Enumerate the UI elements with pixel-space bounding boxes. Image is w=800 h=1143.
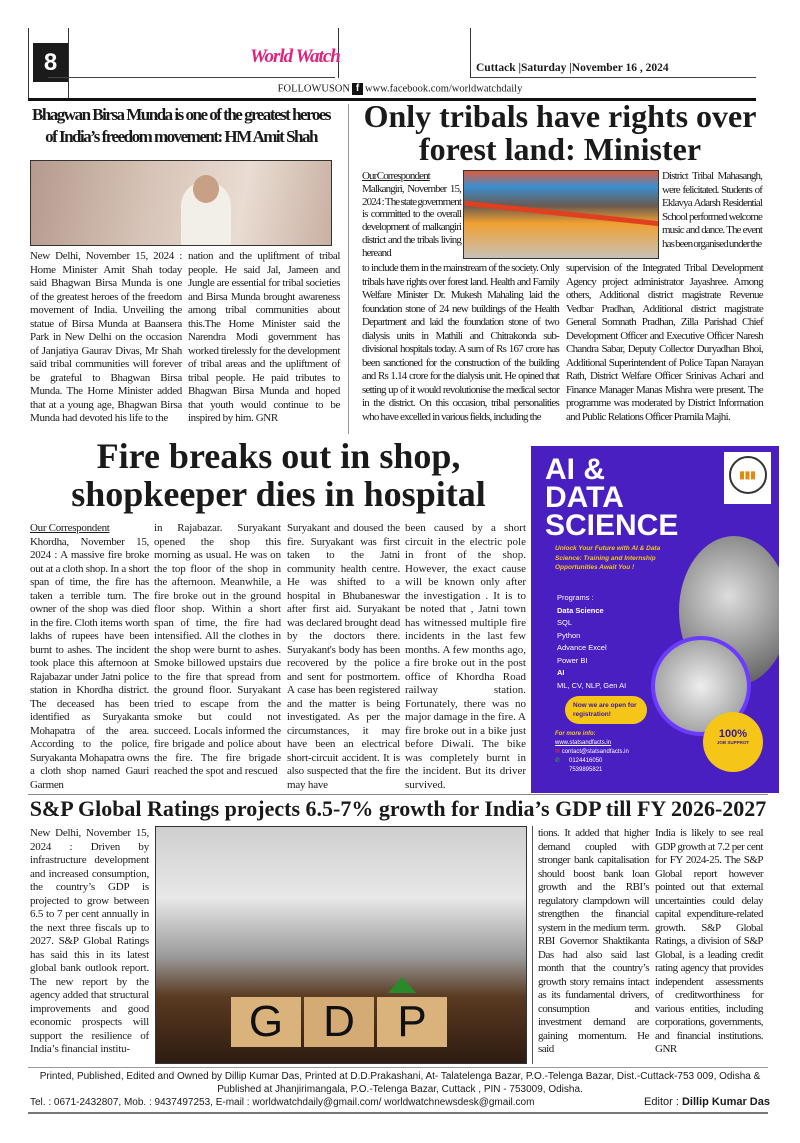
ad-title-line: DATA (545, 481, 624, 514)
byline: Our Correspondent (362, 170, 430, 182)
page-number: 8 (33, 43, 68, 82)
footer-contact: Tel. : 0671-2432807, Mob. : 9437497253, E-mail : worldwatchdaily@gmail.com/ worldwatchnewsdesk@gmail.com (30, 1097, 535, 1108)
rule (48, 77, 335, 78)
mail-icon: ✉ (555, 749, 561, 755)
program-item: ML, CV, NLP, Gen AI (557, 680, 627, 690)
program-item: Python (557, 630, 581, 640)
bar-chart-icon: ▮▮▮ (729, 456, 767, 494)
gdp-block: G (231, 997, 301, 1047)
tribal-part-1: Malkangiri, November 15, 2024 : The state government is committed to the overall development of malkangiri district and the tribals living here and (362, 182, 461, 259)
sp-column-3: India is likely to see real GDP growth at 7.2 per cent for FY 2024-25. The S&P Global report however pointed out that external uncertainties could delay capital expenditure-related growth. S&P Global Ratings, a division of S&P Global, is a leading credit rating agency that provides independent assessments of creditworthiness for various entities, including corporations, governments, and financial institutions. GNR (655, 827, 763, 1055)
gdp-blocks-photo (155, 826, 527, 1064)
fire-column-1-text: Khordha, November 15, 2024 : A massive fire broke out at a cloth shop. In a short span of time, the fire has taken a terrible turn. The owner of the shop was died in the fire. Cloth items worth lakhs of rupees have been burnt to ashes. The incident took place this afternoon at Rajabazar under Jatni police station in Khordha district. The deceased has been identified as Suryakanta Mohapatra of the area. According to the police, Suryakanta Mohapatra owns a cloth shop named Gauri Garmen (30, 535, 149, 791)
tribal-part-4: supervision of the Integrated Tribal Development Agency project administrator Jayashree. Among others, Additional district magistrate Revenue Vedbar Pradhan, Additional district magistrate General Somnath Pradhan, Zilla Parishad Chief Development Officer and Executive Officer Naresh Chandra Sabar, Deputy Collector Duryadhan Bhoi, Additional Superintendent of Police Tapan Narayan Rath, District Welfare Officer Srinivas Achari and Finance Manager Manas Mishra were present. The programme was moderated by District Information and Public Relations Officer Pramila Majhi. (566, 262, 763, 423)
editor-name: Dillip Kumar Das (681, 1096, 770, 1108)
logo: World Watch (250, 46, 340, 67)
rule (28, 1112, 768, 1114)
rule (532, 826, 533, 1064)
program-item: SQL (557, 618, 573, 627)
gdp-block: D (304, 997, 374, 1047)
more-info-label: For more info: (555, 731, 596, 737)
sp-column-2: tions. It added that higher demand coupled with stronger bank capitalisation should boost bank loan growth and the RBI’s regulatory clampdown will strengthen the financial system in the medium term. RBI Governor Shaktikanta Das had also said last month that the country’s growth story remains intact as its fundamental drivers, consumption and investment demand are gaining momentum. He said (538, 827, 649, 1055)
tribal-headline: Only tribals have rights over forest land: Minister (363, 98, 757, 167)
fire-column-2: in Rajabazar. Suryakant opened the shop this morning as usual. He was on the top floor of the shop in the afternoon. Meanwhile, a fire broke out in the ground floor shop. Within a short span of time, the fire had intensified. All the clothes in the shop were burnt to ashes. Smoke billowed upstairs due to the fire that spread from the ground floor. Suryakant tried to escape from the smoke but could not succeed. Locals informed the fire brigade and police about the fire. The fire brigade reached the spot and rescued (154, 522, 281, 777)
editor-label: Editor : (644, 1096, 679, 1108)
ad-email[interactable]: contact@statsandfacts.in (561, 749, 629, 755)
amit-shah-photo (30, 160, 332, 246)
tribal-part-2: to include them in the mainstream of the society. Only tribals have rights over forest land. Health and Family Welfare Minister Dr. Mukesh Mahaling laid the foundation stone of 24 new buildings of the Health Department and laid the foundation stone of two dialysis units in Mathili and Chitrakonda sub-divisional hospitals today. A sum of Rs 167 crore has been sanctioned for the construction of the building and Rs 1.14 crore for the dialysis unit. He opined that setting up of it would revolutionise the medical sector in the district. On this occasion, tribal personalities who have excelled in various fields, including the (362, 262, 559, 423)
arrow-up-icon (388, 977, 416, 993)
ribbon (464, 201, 659, 226)
rule (470, 77, 756, 78)
program-item: Power BI (557, 655, 588, 665)
ad-title-line: SCIENCE (545, 509, 679, 542)
ad-title (545, 453, 679, 542)
programs-list (557, 592, 626, 692)
byline: Our Correspondent (30, 522, 110, 534)
footer-editor (600, 1096, 770, 1108)
ad-phone: 7539895821 (569, 767, 603, 773)
statsfacts-logo (724, 452, 771, 504)
footer-line-2: Published at Jhanjirimangala, P.O.-Telenga Bazar, Cuttack , PIN - 753009, Odisha. (217, 1084, 583, 1095)
ribbon-cutting-photo (463, 170, 659, 259)
ad-title-line: AI & (545, 453, 605, 486)
birsa-headline: Bhagwan Birsa Munda is one of the greatest heroes of India’s freedom movement: HM Amit Shah (32, 105, 330, 146)
sp-headline: S&P Global Ratings projects 6.5-7% growth for India’s GDP till FY 2026-2027 (29, 796, 767, 821)
speaker-head (193, 175, 219, 203)
sp-column-1: New Delhi, November 15, 2024 : Driven by infrastructure development and increased consumption, the country’s GDP is projected to grow between 6.5 to 7 per cent annually in the next three fiscals up to 2027. S&P Global Ratings has said this in its latest global bank outlook report. The new report by the agency added that structural improvements and good economic prospects will support the resilience of India’s financial institu- (30, 827, 149, 1055)
dateline: Cuttack |Saturday |November 16 , 2024 (476, 62, 669, 74)
follow-label: FOLLOWUSON (277, 83, 350, 95)
follow-us (0, 83, 800, 95)
rule (348, 104, 349, 434)
rule (470, 28, 471, 78)
ad-tagline: Unlock Your Future with AI & Data Science: Training and Internship Opportunities Await You ! (555, 545, 661, 571)
ad-phone: 0124416050 (569, 758, 603, 764)
program-item: AI (557, 668, 565, 677)
footer-line-1: Printed, Published, Edited and Owned by Dillip Kumar Das, Printed at D.D.Prakashani, At- Talatelenga Bazar, P.O.-Telenga Bazar, Dist.-Cuttack-753 009, Odisha & (39, 1071, 761, 1082)
ai-data-science-ad[interactable] (531, 446, 779, 793)
badge-value: 100% (718, 728, 748, 740)
badge-label: JOB SUPPROT (716, 740, 750, 745)
tribal-part-3: District Tribal Mahasangh, were felicitated. Students of Eklavya Adarsh Residential School performed welcome music and dance. The event has been organised under the (662, 170, 762, 250)
tribal-text-top-left (362, 170, 461, 259)
fire-column-1 (30, 522, 149, 792)
job-support-badge (703, 712, 763, 772)
facebook-link[interactable]: www.facebook.com/worldwatchdaily (364, 83, 523, 95)
programs-label: Programs : (557, 593, 594, 602)
birsa-column-2: nation and the upliftment of tribal people. He said Jal, Jameen and Jungle are essential for tribal societies and Birsa Munda brought awareness among tribal communities about this.The Home Minister said the Narendra Modi government has worked tirelessly for the development of tribal areas and the upliftment of tribal people. He paid tributes to Bhagwan Birsa Munda and hoped that youth would continue to be inspired by him. GNR (188, 250, 340, 424)
program-item: Data Science (557, 605, 604, 615)
contact-info (555, 730, 695, 775)
whatsapp-icon: ✆ (555, 758, 561, 764)
facebook-icon: f (352, 83, 363, 95)
gdp-block: P (377, 997, 447, 1047)
birsa-column-1: New Delhi, November 15, 2024 : Home Minister Amit Shah today said Bhagwan Birsa Munda is one of the greatest heroes of the freedom movement of India. Unveiling the statue of Birsa Munda at Baansera Park in New Delhi on the occasion of Janjatiya Gaurav Divas, Mr Shah said tribal communities will forever be grateful to Bhagwan Birsa Munda. The Home Minister added that at a young age, Bhagwan Birsa Munda had devoted his life to the (30, 250, 182, 424)
fire-column-3: Suryakant and doused the fire. Suryakant was first taken to the Jatni community health centre. He was shifted to a hospital in Bhubaneswar after first aid. Suryakant was declared brought dead by the doctors there. Suryakant's body has been recovered by the police and sent for postmortem. A case has been registered and the matter is being investigated. As per the circumstances, it may have been an electrical short-circuit accident. It is also suspected that the fire may have (287, 522, 400, 791)
ad-website-link[interactable]: www.statsandfacts.in (555, 740, 612, 746)
registration-badge: Now we are open for registration! (565, 696, 647, 724)
rule (28, 1067, 768, 1068)
fire-headline: Fire breaks out in shop, shopkeeper dies in hospital (71, 436, 486, 514)
fire-column-4: been caused by a short circuit in the electric pole in front of the shop. However, the exact cause will be known only after the investigation . It is to be noted that , Jatni town has witnessed multiple fire incidents in the last few months. A few months ago, a fire broke out in the post office of Khordha Road railway station. Fortunately, there was no major damage in the fire. A fire broke out in a bike just before Diwali. The bike was completely burnt in the incident. But its driver survived. (405, 522, 526, 791)
program-item: Advance Excel (557, 643, 607, 652)
